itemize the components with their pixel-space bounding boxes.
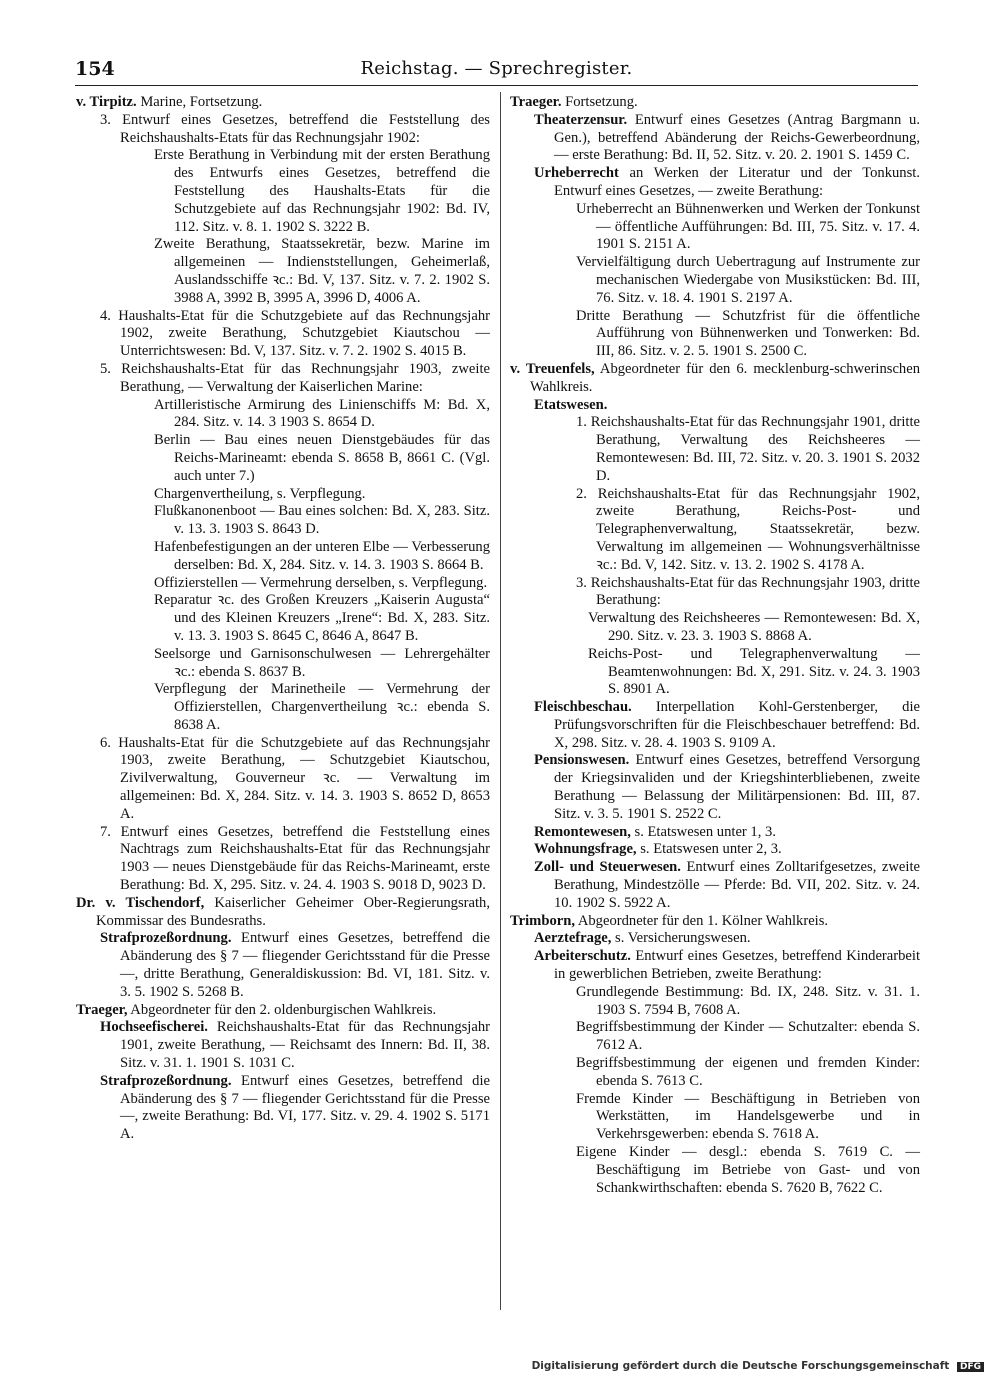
entry-text: Dritte Berathung — Schutzfrist für die öffentliche Aufführung von Bühnenwerken und Tonwerken: Bd. III, 86. Sitz. v. 2. 5. 1901 S. 2500 C. <box>576 307 920 360</box>
register-entry <box>76 432 490 485</box>
register-entry <box>510 112 920 165</box>
footer-text: Digitalisierung gefördert durch die Deutsche Forschungsgemeinschaft <box>531 1360 950 1372</box>
register-entry <box>510 1091 920 1144</box>
entry-text: Reichs-Post- und Telegraphenverwaltung — Beamtenwohnungen: Bd. X, 291. Sitz. v. 24. 3. 1903 S. 8901 A. <box>588 645 920 698</box>
register-entry <box>510 859 920 912</box>
entry-text: Begriffsbestimmung der Kinder — Schutzalter: ebenda S. 7612 A. <box>576 1019 920 1054</box>
entry-text: Abgeordneter für den 6. mecklenburg-schwerinschen Wahlkreis. <box>530 360 921 395</box>
register-entry <box>510 948 920 984</box>
entry-text: s. Etatswesen unter 2, 3. <box>636 841 782 858</box>
entry-text: Marine, Fortsetzung. <box>136 94 263 110</box>
entry-text: 4. Haushalts-Etat für die Schutzgebiete auf das Rechnungsjahr 1902, zweite Berathung, Schutzgebiet Kiautschou — Unterrichtswesen: Bd. V, 137. Sitz. v. 7. 2. 1902 S. 4015 B. <box>100 307 490 360</box>
entry-text: Urheberrecht an Bühnenwerken und Werken der Tonkunst — öffentliche Aufführungen: Bd. III, 75. Sitz. v. 17. 4. 1901 S. 2151 A. <box>576 200 920 253</box>
entry-text: Grundlegende Bestimmung: Bd. IX, 248. Sitz. v. 31. 1. 1903 S. 7594 B, 7608 A. <box>576 983 920 1018</box>
dfg-logo: DFG <box>957 1362 984 1372</box>
register-entry <box>76 895 490 931</box>
subject-heading: Pensionswesen. <box>534 752 630 769</box>
subject-heading: Urheberrecht <box>534 165 619 182</box>
page-number: 154 <box>75 58 115 80</box>
subject-heading: Theaterzensur. <box>534 111 628 128</box>
entry-text: Berlin — Bau eines neuen Dienstgebäudes für das Reichs-Marineamt: ebenda S. 8658 B, 8661 C. (Vgl. auch unter 7.) <box>154 432 490 484</box>
register-entry <box>76 397 490 433</box>
register-entry <box>76 503 490 539</box>
register-entry <box>76 824 490 895</box>
entry-text: Reparatur ꝛc. des Großen Kreuzers „Kaiserin Augusta“ und des Kleinen Kreuzers „Irene“: Bd. X, 283. Sitz. v. 13. 3. 1903 S. 8645 C, 8646 A, 8647 B. <box>154 592 490 644</box>
right-column <box>510 94 920 1197</box>
register-entry <box>510 646 920 699</box>
subject-heading: Arbeiterschutz. <box>534 948 631 965</box>
header-rule <box>75 85 918 86</box>
register-entry <box>76 539 490 575</box>
register-entry <box>76 930 490 1001</box>
register-entry <box>76 1002 490 1020</box>
subject-heading: Aerztefrage, <box>534 930 612 947</box>
entry-text: Abgeordneter für den 2. oldenburgischen Wahlkreis. <box>127 1001 437 1018</box>
register-entry <box>510 361 920 397</box>
entry-text: Chargenvertheilung, s. Verpflegung. <box>154 485 366 502</box>
entry-text: Entwurf eines Gesetzes, betreffend Versorgung der Kriegsinvaliden und der Kriegshinterbliebenen, zweite Berathung — Belassung der Militärpensionen: Bd. III, 87. Sitz. v. 3. 5. 1901 S. 2522 C. <box>554 752 920 822</box>
register-entry <box>510 1019 920 1055</box>
speaker-name: Trimborn, <box>510 912 575 929</box>
entry-text: Seelsorge und Garnisonschulwesen — Lehrergehälter ꝛc.: ebenda S. 8637 B. <box>154 645 490 680</box>
entry-text: Kaiserlicher Geheimer Ober-Regierungsrath, Kommissar des Bundesraths. <box>96 894 490 929</box>
entry-text: 5. Reichshaushalts-Etat für das Rechnungsjahr 1903, zweite Berathung, — Verwaltung der Kaiserlichen Marine: <box>100 360 490 395</box>
entry-text: Flußkanonenboot — Bau eines solchen: Bd. X, 283. Sitz. v. 13. 3. 1903 S. 8643 D. <box>154 503 490 538</box>
register-entry <box>76 1073 490 1144</box>
register-entry <box>510 397 920 415</box>
subject-heading: Remontewesen, <box>534 823 631 840</box>
subject-heading: Hochseefischerei. <box>100 1019 208 1036</box>
subject-heading: Strafprozeßordnung. <box>100 930 232 947</box>
register-entry <box>510 699 920 752</box>
register-entry <box>76 308 490 361</box>
entry-text: Reichshaushalts-Etat für das Rechnungsjahr 1901, zweite Berathung, — Reichsamt des Innern: Bd. II, 38. Sitz. v. 31. 1. 1901 S. 1031 C. <box>120 1019 490 1072</box>
entry-text: Abgeordneter für den 1. Kölner Wahlkreis. <box>575 912 829 929</box>
register-entry <box>76 735 490 824</box>
entry-text: Interpellation Kohl-Gerstenberger, die Prüfungsvorschriften für die Fleischbeschauer betreffend: Bd. X, 298. Sitz. v. 28. 4. 1903 S. 9109 A. <box>554 699 920 751</box>
register-entry <box>510 414 920 485</box>
left-column <box>76 94 490 1144</box>
entry-text: 2. Reichshaushalts-Etat für das Rechnungsjahr 1902, zweite Berathung, Reichs-Post- und Telegraphenverwaltung, Staatssekretär, bezw. Verwaltung im allgemeinen — Wohnungsverhältnisse ꝛc.: Bd. V, 142. Sitz. v. 13. 2. 1902 S. 4178 A. <box>576 485 920 573</box>
entry-text: 6. Haushalts-Etat für die Schutzgebiete auf das Rechnungsjahr 1903, zweite Berathung, — Schutzgebiet Kiautschou, Zivilverwaltung, Gouverneur ꝛc. — Verwaltung im allgemeinen: Bd. X, 284. Sitz. v. 14. 3. 1903 S. 8652 D, 8653 A. <box>100 734 490 822</box>
register-entry <box>510 575 920 611</box>
entry-text: 3. Entwurf eines Gesetzes, betreffend die Feststellung des Reichshaushalts-Etats für das Rechnungsjahr 1902: <box>100 111 490 146</box>
entry-text: Hafenbefestigungen an der unteren Elbe — Verbesserung derselben: Bd. X, 284. Sitz. v. 14. 3. 1903 S. 8664 B. <box>154 538 490 573</box>
subject-heading: Fleischbeschau. <box>534 699 632 716</box>
footer-credit <box>532 1360 984 1372</box>
register-entry <box>510 308 920 361</box>
entry-text: Entwurf eines Gesetzes, betreffend die Abänderung des § 7 — fliegender Gerichtsstand für die Presse —, zweite Berathung: Bd. VI, 177. Sitz. v. 29. 4. 1902 S. 5171 A. <box>120 1072 490 1143</box>
entry-text: Offizierstellen — Vermehrung derselben, s. Verpflegung. <box>154 574 488 591</box>
entry-text: Verwaltung des Reichsheeres — Remontewesen: Bd. X, 290. Sitz. v. 23. 3. 1903 S. 8868 A. <box>588 610 920 644</box>
register-entry <box>76 1019 490 1072</box>
page-header <box>75 58 918 84</box>
entry-text: Zweite Berathung, Staatssekretär, bezw. Marine im allgemeinen — Indienststellungen, Geheimerlaß, Auslandsschiffe ꝛc.: Bd. V, 137. Sitz. v. 7. 2. 1902 S. 3988 A, 3992 B, 3995 A, 3996 D, 4006 A. <box>154 236 490 306</box>
register-entry <box>510 1055 920 1091</box>
speaker-name: v. Treuenfels, <box>510 360 595 377</box>
register-entry <box>510 913 920 931</box>
register-entry <box>76 236 490 307</box>
entry-text: s. Versicherungswesen. <box>611 930 751 947</box>
register-entry <box>76 361 490 397</box>
register-entry <box>76 94 490 112</box>
entry-text: Entwurf eines Gesetzes (Antrag Bargmann u. Gen.), betreffend Abänderung der Reichs-Gewerbeordnung, — erste Berathung: Bd. II, 52. Sitz. v. 20. 2. 1901 S. 1459 C. <box>554 111 920 164</box>
entry-text: Fortsetzung. <box>561 94 638 110</box>
register-entry <box>510 165 920 201</box>
entry-text: 1. Reichshaushalts-Etat für das Rechnungsjahr 1901, dritte Berathung, Verwaltung des Reichsheeres — Remontewesen: Bd. III, 72. Sitz. v. 20. 3. 1901 S. 2032 D. <box>576 414 920 484</box>
entry-text: Verpflegung der Marinetheile — Vermehrung der Offizierstellen, Chargenvertheilung ꝛc.: ebenda S. 8638 A. <box>154 681 490 733</box>
entry-text: 3. Reichshaushalts-Etat für das Rechnungsjahr 1903, dritte Berathung: <box>576 574 920 609</box>
subject-heading: Wohnungsfrage, <box>534 841 637 858</box>
register-entry <box>510 610 920 646</box>
speaker-name: v. Tirpitz. <box>76 94 137 110</box>
register-entry <box>76 147 490 236</box>
entry-text: Vervielfältigung durch Uebertragung auf Instrumente zur mechanischen Wiedergabe von Musikstücken: Bd. III, 76. Sitz. v. 18. 4. 1901 S. 2197 A. <box>576 254 920 306</box>
entry-text: Fremde Kinder — Beschäftigung in Betrieben von Werkstätten, im Handelsgewerbe und in Verkehrsgewerben: ebenda S. 7618 A. <box>576 1090 920 1143</box>
register-entry <box>510 824 920 842</box>
subject-heading: Etatswesen. <box>534 396 608 413</box>
subject-heading: Zoll- und Steuerwesen. <box>534 859 681 876</box>
entry-text: an Werken der Literatur und der Tonkunst. Entwurf eines Gesetzes, — zweite Berathung: <box>554 165 920 199</box>
register-entry <box>76 681 490 734</box>
speaker-name: Traeger, <box>76 1001 128 1018</box>
entry-text: Begriffsbestimmung der eigenen und fremden Kinder: ebenda S. 7613 C. <box>576 1055 920 1089</box>
register-entry <box>76 646 490 682</box>
register-entry <box>76 592 490 645</box>
subject-heading: Strafprozeßordnung. <box>100 1072 232 1089</box>
register-entry <box>510 1144 920 1197</box>
entry-text: Eigene Kinder — desgl.: ebenda S. 7619 C. — Beschäftigung im Betriebe von Gast- und von Schankwirthschaften: ebenda S. 7620 B, 7622 C. <box>576 1144 920 1196</box>
entry-text: s. Etatswesen unter 1, 3. <box>630 823 776 840</box>
register-entry <box>76 112 490 148</box>
register-entry <box>510 930 920 948</box>
column-divider <box>500 92 501 1310</box>
speaker-name: Traeger. <box>510 94 562 110</box>
register-entry <box>76 575 490 593</box>
register-entry <box>510 984 920 1020</box>
entry-text: Entwurf eines Gesetzes, betreffend Kinderarbeit in gewerblichen Betrieben, zweite Berathung: <box>554 948 920 983</box>
register-entry <box>510 841 920 859</box>
entry-text: Entwurf eines Gesetzes, betreffend die Abänderung des § 7 — fliegender Gerichtsstand für die Presse —, dritte Berathung, Generaldiskussion: Bd. VI, 181. Sitz. v. 3. 5. 1902 S. 5268 B. <box>120 930 490 1000</box>
running-title: Reichstag. — Sprechregister. <box>360 58 633 79</box>
register-entry <box>510 201 920 254</box>
entry-text: 7. Entwurf eines Gesetzes, betreffend die Feststellung eines Nachtrags zum Reichshaushalts-Etat für das Rechnungsjahr 1903 — neues Dienstgebäude für das Reichs-Marineamt, erste Berathung: Bd. X, 295. Sitz. v. 24. 4. 1903 S. 9018 D, 9023 D. <box>100 823 490 894</box>
entry-text: Entwurf eines Zolltarifgesetzes, zweite Berathung, Mindestzölle — Pferde: Bd. VII, 202. Sitz. v. 24. 10. 1902 S. 5922 A. <box>554 859 920 911</box>
entry-text: Erste Berathung in Verbindung mit der ersten Berathung des Entwurfs eines Gesetzes, betreffend die Feststellung des Haushalts-Etats für die Schutzgebiete auf das Rechnungsjahr 1902: Bd. IV, 112. Sitz. v. 8. 1. 1902 S. 3222 B. <box>154 147 490 235</box>
register-entry <box>510 94 920 112</box>
speaker-name: Dr. v. Tischendorf, <box>76 894 205 911</box>
register-entry <box>510 752 920 823</box>
entry-text: Artilleristische Armirung des Linienschiffs M: Bd. X, 284. Sitz. v. 14. 3 1903 S. 8654 D. <box>154 396 490 431</box>
register-entry <box>76 486 490 504</box>
register-entry <box>510 486 920 575</box>
register-entry <box>510 254 920 307</box>
